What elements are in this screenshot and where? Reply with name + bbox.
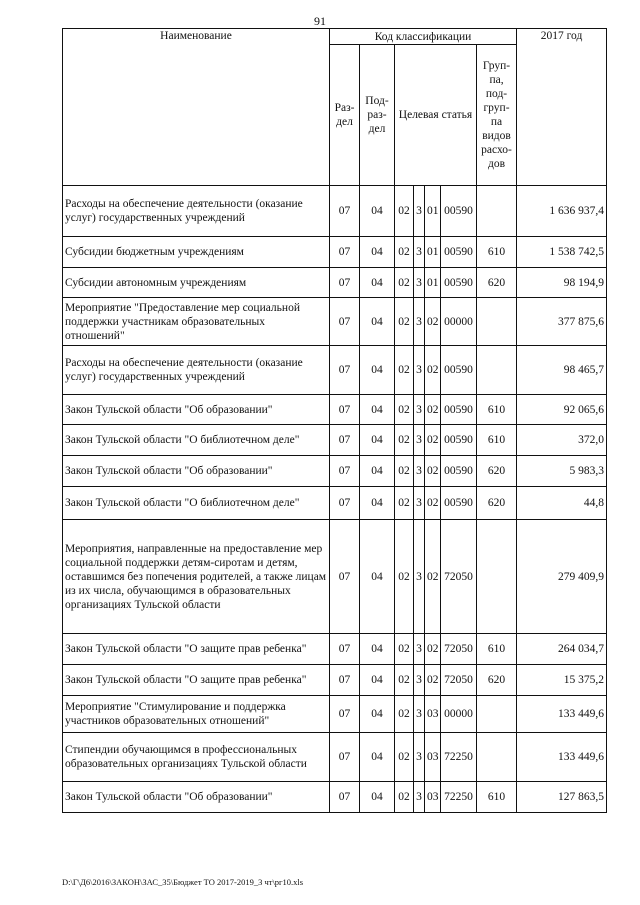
table-row (63, 237, 607, 268)
row-name: Закон Тульской области "Об образовании" (63, 782, 330, 813)
budget-table (62, 28, 607, 813)
row-target-direction: 72250 (441, 733, 477, 782)
row-amount: 133 449,6 (517, 733, 607, 782)
row-target-program: 02 (395, 425, 414, 456)
row-target-program: 02 (395, 186, 414, 237)
row-amount: 264 034,7 (517, 634, 607, 665)
row-amount: 44,8 (517, 487, 607, 520)
row-podrazdel: 04 (360, 520, 395, 634)
table-row (63, 395, 607, 425)
row-razdel: 07 (330, 456, 360, 487)
row-target-direction: 72250 (441, 782, 477, 813)
row-expense-group (477, 733, 517, 782)
row-amount: 1 636 937,4 (517, 186, 607, 237)
row-target-type: 3 (414, 346, 425, 395)
row-target-type: 3 (414, 665, 425, 696)
row-expense-group (477, 696, 517, 733)
row-podrazdel: 04 (360, 346, 395, 395)
row-podrazdel: 04 (360, 237, 395, 268)
table-row (63, 298, 607, 346)
row-target-program: 02 (395, 268, 414, 298)
row-name: Закон Тульской области "О защите прав ребенка" (63, 665, 330, 696)
row-name: Закон Тульской области "Об образовании" (63, 456, 330, 487)
row-target-program: 02 (395, 237, 414, 268)
row-target-direction: 00590 (441, 268, 477, 298)
header-classification: Код классификации (330, 29, 517, 45)
row-expense-group: 620 (477, 665, 517, 696)
header-row (63, 29, 607, 45)
row-podrazdel: 04 (360, 268, 395, 298)
table-row (63, 634, 607, 665)
row-podrazdel: 04 (360, 186, 395, 237)
table-row (63, 346, 607, 395)
header-target-article: Целевая статья (395, 45, 477, 186)
table-row (63, 782, 607, 813)
row-amount: 15 375,2 (517, 665, 607, 696)
row-target-type: 3 (414, 425, 425, 456)
row-target-direction: 00590 (441, 456, 477, 487)
row-target-direction: 00590 (441, 186, 477, 237)
table-row (63, 520, 607, 634)
row-expense-group (477, 520, 517, 634)
row-target-direction: 00590 (441, 346, 477, 395)
row-target-event: 02 (425, 298, 441, 346)
row-name: Закон Тульской области "О библиотечном деле" (63, 425, 330, 456)
row-target-type: 3 (414, 395, 425, 425)
row-amount: 279 409,9 (517, 520, 607, 634)
row-expense-group (477, 346, 517, 395)
row-target-direction: 00590 (441, 487, 477, 520)
row-expense-group (477, 186, 517, 237)
row-target-direction: 00590 (441, 237, 477, 268)
row-target-program: 02 (395, 665, 414, 696)
row-name: Мероприятие "Стимулирование и поддержка участников образовательных отношений" (63, 696, 330, 733)
row-target-direction: 00590 (441, 425, 477, 456)
row-target-event: 03 (425, 782, 441, 813)
header-expense-group: Груп- па, под- груп- па видов расхо- дов (477, 45, 517, 186)
row-target-program: 02 (395, 782, 414, 813)
row-razdel: 07 (330, 696, 360, 733)
row-amount: 5 983,3 (517, 456, 607, 487)
row-razdel: 07 (330, 634, 360, 665)
row-name: Расходы на обеспечение деятельности (оказание услуг) государственных учреждений (63, 346, 330, 395)
table-body (63, 186, 607, 813)
row-podrazdel: 04 (360, 696, 395, 733)
row-target-type: 3 (414, 268, 425, 298)
row-target-type: 3 (414, 487, 425, 520)
table-row (63, 425, 607, 456)
row-name: Закон Тульской области "О библиотечном деле" (63, 487, 330, 520)
header-podrazdel: Под- раз- дел (360, 45, 395, 186)
row-amount: 127 863,5 (517, 782, 607, 813)
row-expense-group: 610 (477, 237, 517, 268)
row-podrazdel: 04 (360, 782, 395, 813)
row-podrazdel: 04 (360, 665, 395, 696)
row-name: Мероприятия, направленные на предоставление мер социальной поддержки детям-сиротам и детям, оставшимся без попечения родителей, а также лицам из их числа, обучающимся в образовательных организациях Тульской области (63, 520, 330, 634)
row-target-event: 02 (425, 520, 441, 634)
row-podrazdel: 04 (360, 487, 395, 520)
table-row (63, 186, 607, 237)
page-number: 91 (314, 14, 326, 28)
row-razdel: 07 (330, 782, 360, 813)
row-target-direction: 00000 (441, 298, 477, 346)
row-razdel: 07 (330, 237, 360, 268)
row-expense-group: 610 (477, 782, 517, 813)
row-target-program: 02 (395, 696, 414, 733)
table-row (63, 456, 607, 487)
row-podrazdel: 04 (360, 456, 395, 487)
row-name: Субсидии бюджетным учреждениям (63, 237, 330, 268)
row-razdel: 07 (330, 665, 360, 696)
table-row (63, 733, 607, 782)
file-path-footer: D:\Г\Д6\2016\ЗАКОН\ЗАС_35\Бюджет ТО 2017-2019_3 чт\рг10.xls (62, 877, 304, 887)
row-podrazdel: 04 (360, 298, 395, 346)
row-target-type: 3 (414, 237, 425, 268)
row-target-direction: 72050 (441, 520, 477, 634)
row-target-direction: 72050 (441, 634, 477, 665)
row-target-direction: 72050 (441, 665, 477, 696)
row-target-event: 01 (425, 186, 441, 237)
row-target-program: 02 (395, 298, 414, 346)
row-expense-group: 620 (477, 487, 517, 520)
row-target-type: 3 (414, 520, 425, 634)
row-target-direction: 00590 (441, 395, 477, 425)
row-name: Стипендии обучающимся в профессиональных образовательных организациях Тульской области (63, 733, 330, 782)
row-amount: 133 449,6 (517, 696, 607, 733)
row-podrazdel: 04 (360, 425, 395, 456)
row-target-type: 3 (414, 186, 425, 237)
header-year: 2017 год (517, 29, 607, 186)
row-razdel: 07 (330, 186, 360, 237)
row-target-program: 02 (395, 487, 414, 520)
row-target-event: 02 (425, 487, 441, 520)
table-row (63, 665, 607, 696)
row-expense-group: 610 (477, 634, 517, 665)
row-amount: 377 875,6 (517, 298, 607, 346)
row-podrazdel: 04 (360, 634, 395, 665)
row-amount: 1 538 742,5 (517, 237, 607, 268)
row-target-program: 02 (395, 456, 414, 487)
row-name: Субсидии автономным учреждениям (63, 268, 330, 298)
row-target-program: 02 (395, 634, 414, 665)
row-razdel: 07 (330, 268, 360, 298)
row-target-type: 3 (414, 733, 425, 782)
row-name: Закон Тульской области "Об образовании" (63, 395, 330, 425)
row-razdel: 07 (330, 346, 360, 395)
row-target-event: 02 (425, 634, 441, 665)
row-target-type: 3 (414, 456, 425, 487)
row-target-direction: 00000 (441, 696, 477, 733)
row-target-program: 02 (395, 346, 414, 395)
row-target-type: 3 (414, 634, 425, 665)
row-target-event: 02 (425, 395, 441, 425)
row-podrazdel: 04 (360, 395, 395, 425)
row-razdel: 07 (330, 520, 360, 634)
row-target-program: 02 (395, 395, 414, 425)
row-target-program: 02 (395, 733, 414, 782)
row-target-event: 02 (425, 425, 441, 456)
row-podrazdel: 04 (360, 733, 395, 782)
row-razdel: 07 (330, 733, 360, 782)
row-name: Мероприятие "Предоставление мер социальной поддержки участникам образовательных отношений" (63, 298, 330, 346)
row-expense-group: 610 (477, 425, 517, 456)
row-amount: 98 194,9 (517, 268, 607, 298)
row-expense-group: 620 (477, 456, 517, 487)
header-razdel: Раз- дел (330, 45, 360, 186)
row-target-event: 03 (425, 733, 441, 782)
row-target-event: 02 (425, 456, 441, 487)
row-name: Расходы на обеспечение деятельности (оказание услуг) государственных учреждений (63, 186, 330, 237)
row-expense-group: 620 (477, 268, 517, 298)
row-razdel: 07 (330, 395, 360, 425)
table-row (63, 268, 607, 298)
row-target-event: 02 (425, 346, 441, 395)
row-target-type: 3 (414, 696, 425, 733)
row-target-event: 02 (425, 665, 441, 696)
row-amount: 372,0 (517, 425, 607, 456)
row-target-event: 01 (425, 268, 441, 298)
row-amount: 98 465,7 (517, 346, 607, 395)
row-expense-group: 610 (477, 395, 517, 425)
row-razdel: 07 (330, 487, 360, 520)
header-name: Наименование (63, 29, 330, 186)
row-expense-group (477, 298, 517, 346)
row-target-program: 02 (395, 520, 414, 634)
table-row (63, 487, 607, 520)
row-amount: 92 065,6 (517, 395, 607, 425)
row-razdel: 07 (330, 425, 360, 456)
table-row (63, 696, 607, 733)
row-razdel: 07 (330, 298, 360, 346)
row-target-event: 03 (425, 696, 441, 733)
row-name: Закон Тульской области "О защите прав ребенка" (63, 634, 330, 665)
row-target-type: 3 (414, 298, 425, 346)
row-target-type: 3 (414, 782, 425, 813)
row-target-event: 01 (425, 237, 441, 268)
